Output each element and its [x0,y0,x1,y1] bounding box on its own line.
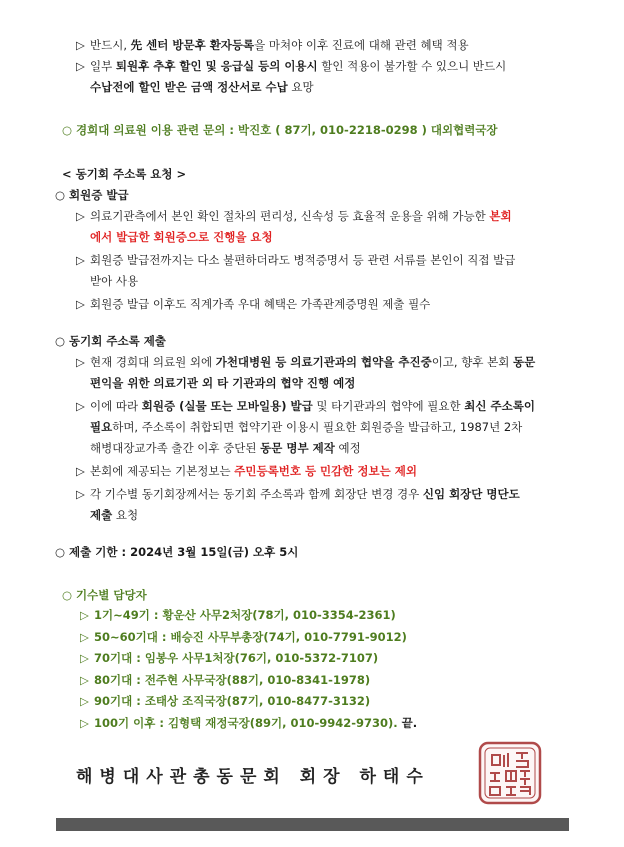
text-run: 최신 주소록이 [464,399,535,413]
triangle-bullet-icon: ▷ [80,651,89,665]
manager-text: 70기대 : 임봉우 사무1처장(76기, 010-5372-7107) [94,651,379,665]
signature: 해병대사관총동문회 회장 하태수 [76,767,430,787]
text-run: 동문 명부 제작 [260,441,335,455]
text-run: 할인 적용이 불가할 수 있으니 반드시 [317,59,507,73]
manager-text: 90기대 : 조태상 조직국장(87기, 010-8477-3132) [94,694,371,708]
footer-bar [56,818,569,831]
text-run: 주민등록번호 등 민감한 정보는 제외 [234,464,417,478]
list-item-line [76,354,535,370]
text-run: 및 타기관과의 협약에 필요한 [312,399,465,413]
triangle-bullet-icon: ▷ [80,715,89,730]
list-item-line [76,486,520,502]
text-run: 퇴원후 추후 할인 및 응급실 등의 이용시 [115,59,318,73]
manager-item [80,693,370,709]
text-run: 이고, 향후 본회 [431,355,513,369]
triangle-bullet-icon: ▷ [76,209,85,223]
text-run: 가천대병원 등 의료기관과의 협약을 추진중 [215,355,432,369]
hospital-note-2 [76,58,506,74]
list-item-line [90,419,522,435]
text-run: 을 마쳐야 이후 진료에 대해 관련 혜택 적용 [254,38,469,52]
contact-line: ○ 경희대 의료원 이용 관련 문의 : 박진호 ( 87기, 010-2218-0298 ) 대외협력국장 [62,123,498,137]
triangle-bullet-icon: ▷ [76,487,85,501]
manager-item [80,672,370,688]
text-run: 先 센터 방문후 환자등록 [130,38,255,52]
text-run: 본회 [489,209,512,223]
manager-item [80,715,417,731]
text-run: 제출 [90,508,113,522]
text-run: 이에 따라 [90,399,142,413]
manager-item [80,650,378,666]
list-item-line [76,296,430,312]
list-item-line [76,398,535,414]
submission-heading: ○ 동기회 주소록 제출 [55,334,166,348]
text-run: 회원증 (실물 또는 모바일용) 발급 [141,399,313,413]
triangle-bullet-icon: ▷ [76,464,85,478]
triangle-bullet-icon: ▷ [76,59,85,73]
manager-item [80,629,407,645]
hospital-note-2-cont [90,79,314,95]
text-run: 회원증 발급 이후도 직계가족 우대 혜택은 가족관계증명원 제출 필수 [90,297,431,311]
text-run: 편익을 위한 의료기관 외 타 기관과의 협약 진행 예정 [90,376,356,390]
text-run: 수납전에 할인 받은 금액 정산서로 수납 [90,80,288,94]
text-run: 필요 [90,420,113,434]
text-run: 현재 경희대 의료원 외에 [90,355,216,369]
triangle-bullet-icon: ▷ [76,38,85,52]
text-run: 신임 회장단 명단도 [422,487,520,501]
triangle-bullet-icon: ▷ [80,672,89,687]
list-item-line [90,273,138,289]
text-run: 각 기수별 동기회장께서는 동기회 주소록과 함께 회장단 변경 경우 [90,487,423,501]
text-run: 하며, 주소록이 취합되면 협약기관 이용시 필요한 회원증을 발급하고, 1987년 2차 [112,420,523,434]
request-title: < 동기회 주소록 요청 > [62,167,187,181]
text-run: 받아 사용 [90,274,139,288]
text-run: 의료기관측에서 본인 확인 절차의 편리성, 신속성 등 효율적 운용을 위해 가능한 [90,209,490,223]
text-run: 요청 [112,508,139,522]
text-run: 예정 [334,441,361,455]
end-mark: 끝. [397,715,418,730]
triangle-bullet-icon: ▷ [76,355,85,369]
text-run: 동문 [512,355,536,369]
list-item-line [90,229,273,245]
triangle-bullet-icon: ▷ [76,399,85,413]
official-seal [478,741,542,805]
membership-heading: ○ 회원증 발급 [55,188,129,202]
list-item-line [90,375,355,391]
manager-text: 80기대 : 전주현 사무국장(88기, 010-8341-1978) [94,672,371,687]
list-item-line [76,208,512,224]
text-run: 회원증 발급전까지는 다소 불편하더라도 병적증명서 등 관련 서류를 본인이 직접 발급 [90,253,516,267]
manager-text: 50~60기대 : 배승진 사무부총장(74기, 010-7791-9012) [94,629,407,644]
text-run: 반드시, [90,38,131,52]
text-run: 해병대장교가족 출간 이후 중단된 [90,441,261,455]
triangle-bullet-icon: ▷ [80,629,89,644]
list-item-line [90,440,361,456]
manager-item [80,607,396,623]
text-run: 요망 [287,80,314,94]
text-run: 에서 발급한 회원증으로 진행을 요청 [90,230,273,244]
list-item-line [76,252,515,268]
triangle-bullet-icon: ▷ [76,297,85,311]
text-run: 본회에 제공되는 기본정보는 [90,464,235,478]
manager-text: 1기~49기 : 황운산 사무2처장(78기, 010-3354-2361) [94,608,396,622]
list-item-line [76,463,417,479]
deadline: ○ 제출 기한 : 2024년 3월 15일(금) 오후 5시 [55,545,299,559]
list-item-line [90,507,138,523]
managers-heading: ○ 기수별 담당자 [62,588,147,602]
triangle-bullet-icon: ▷ [76,253,85,267]
triangle-bullet-icon: ▷ [80,608,89,622]
text-run: 일부 [90,59,116,73]
triangle-bullet-icon: ▷ [80,694,89,708]
hospital-note-1 [76,37,469,53]
manager-text: 100기 이후 : 김형택 재정국장(89기, 010-9942-9730). [94,715,398,730]
